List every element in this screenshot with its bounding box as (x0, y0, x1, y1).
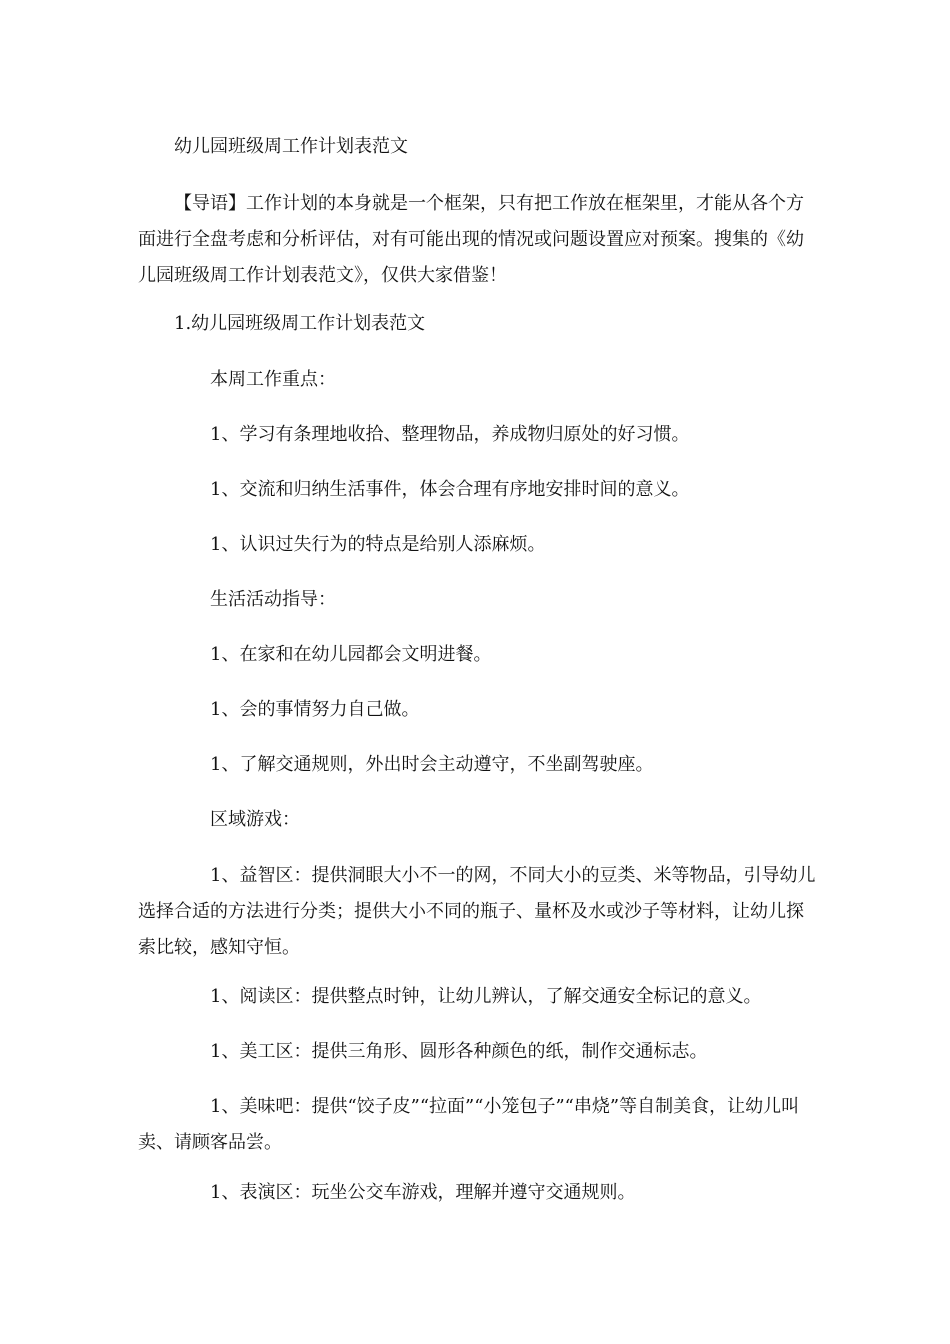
life-item: 1、会的事情努力自己做。 (210, 699, 420, 720)
games-heading: 区域游戏： (210, 809, 300, 830)
focus-heading: 本周工作重点： (210, 369, 336, 390)
document-title: 幼儿园班级周工作计划表范文 (174, 136, 408, 157)
games-item: 1、益智区：提供洞眼大小不一的网，不同大小的豆类、米等物品，引导幼儿选择合适的方法进行分类；提供大小不同的瓶子、量杯及水或沙子等材料，让幼儿探索比较，感知守恒。 (138, 865, 816, 958)
games-item: 1、阅读区：提供整点时钟，让幼儿辨认，了解交通安全标记的意义。 (210, 986, 762, 1007)
games-item: 1、美味吧：提供“饺子皮”“拉面”“小笼包子”“串烧”等自制美食，让幼儿叫卖、请顾客品尝。 (138, 1096, 800, 1153)
games-item: 1、美工区：提供三角形、圆形各种颜色的纸，制作交通标志。 (210, 1041, 708, 1062)
intro-paragraph: 【导语】工作计划的本身就是一个框架，只有把工作放在框架里，才能从各个方面进行全盘考虑和分析评估，对有可能出现的情况或问题设置应对预案。搜集的《幼儿园班级周工作计划表范文》，仅供大家借鉴！ (138, 193, 804, 286)
focus-item: 1、认识过失行为的特点是给别人添麻烦。 (210, 534, 546, 555)
games-item: 1、表演区：玩坐公交车游戏，理解并遵守交通规则。 (210, 1182, 636, 1203)
focus-item: 1、学习有条理地收拾、整理物品，养成物归原处的好习惯。 (210, 424, 690, 445)
life-heading: 生活活动指导： (210, 589, 336, 610)
focus-item: 1、交流和归纳生活事件，体会合理有序地安排时间的意义。 (210, 479, 690, 500)
section-heading: 1.幼儿园班级周工作计划表范文 (174, 313, 426, 334)
life-item: 1、在家和在幼儿园都会文明进餐。 (210, 644, 492, 665)
life-item: 1、了解交通规则，外出时会主动遵守，不坐副驾驶座。 (210, 754, 654, 775)
